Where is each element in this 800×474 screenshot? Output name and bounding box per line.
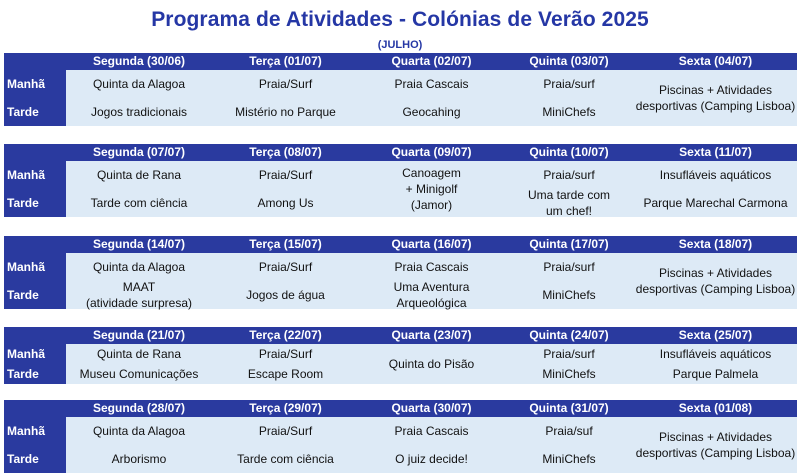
activity-cell: MiniChefs	[542, 367, 596, 381]
activity-cell: Praia/Surf	[258, 77, 313, 91]
activity-cell: Uma tarde com um chef!	[527, 188, 611, 218]
activity-cell: Quinta da Alagoa	[92, 424, 186, 438]
week-body	[4, 417, 797, 473]
day-header: Segunda (14/07)	[92, 237, 186, 251]
row-label-morning: Manhã	[4, 344, 66, 364]
day-header: Quarta (23/07)	[391, 328, 472, 342]
activity-cell: Quinta da Alagoa	[92, 260, 186, 274]
activity-cell: Praia/suf	[545, 424, 593, 438]
day-header: Terça (01/07)	[249, 54, 322, 68]
activity-cell: Insufláveis aquáticos	[659, 347, 772, 361]
activity-cell: MiniChefs	[542, 452, 596, 466]
week-block	[4, 400, 797, 473]
day-header: Segunda (21/07)	[92, 328, 186, 342]
activity-cell: Piscinas + Atividades desportivas (Camping Lisboa)	[635, 83, 796, 113]
activity-cell: Parque Palmela	[672, 367, 759, 381]
activity-cell: Tarde com ciência	[90, 196, 188, 210]
day-header: Sexta (18/07)	[678, 237, 753, 251]
week-header	[4, 53, 797, 70]
activity-cell: Praia/Surf	[258, 168, 313, 182]
day-header: Quarta (02/07)	[391, 54, 472, 68]
row-label-afternoon: Tarde	[4, 445, 66, 473]
activity-cell: Mistério no Parque	[235, 105, 336, 119]
week-header	[4, 400, 797, 417]
day-header: Sexta (11/07)	[679, 145, 752, 159]
week-block	[4, 327, 797, 384]
day-header: Terça (08/07)	[249, 145, 322, 159]
activity-cell: Praia/surf	[543, 168, 595, 182]
week-body	[4, 344, 797, 384]
week-block	[4, 53, 797, 126]
day-header: Quinta (10/07)	[529, 145, 609, 159]
day-header: Sexta (01/08)	[678, 401, 753, 415]
activity-cell: Quinta de Rana	[96, 347, 182, 361]
activity-cell: Arborismo	[111, 452, 167, 466]
day-header: Sexta (04/07)	[678, 54, 753, 68]
week-header	[4, 236, 797, 253]
day-header: Quarta (09/07)	[391, 145, 472, 159]
activity-cell: O juiz decide!	[395, 452, 468, 466]
row-label-morning: Manhã	[4, 161, 66, 189]
activity-cell: MAAT (atividade surpresa)	[85, 280, 193, 310]
activity-cell: Jogos de água	[246, 288, 325, 302]
day-header: Segunda (30/06)	[92, 54, 186, 68]
activity-cell: Museu Comunicações	[79, 367, 199, 381]
row-label-afternoon: Tarde	[4, 281, 66, 309]
week-header	[4, 327, 797, 344]
month-subtitle: (JULHO)	[377, 39, 423, 51]
day-header: Quinta (31/07)	[529, 401, 609, 415]
week-block	[4, 236, 797, 309]
activity-cell: Parque Marechal Carmona	[643, 196, 788, 210]
day-header: Segunda (28/07)	[92, 401, 186, 415]
activity-cell: Geocahing	[402, 105, 461, 119]
row-label-afternoon: Tarde	[4, 98, 66, 126]
activity-cell: Praia Cascais	[394, 424, 469, 438]
activity-cell: Quinta da Alagoa	[92, 77, 186, 91]
activity-cell: Tarde com ciência	[237, 452, 334, 466]
row-label-morning: Manhã	[4, 70, 66, 98]
activity-cell: Jogos tradicionais	[90, 105, 188, 119]
day-header: Terça (15/07)	[249, 237, 322, 251]
day-header: Quinta (24/07)	[529, 328, 609, 342]
row-label-afternoon: Tarde	[4, 364, 66, 384]
activity-cell: MiniChefs	[542, 288, 596, 302]
day-header: Quinta (03/07)	[529, 54, 609, 68]
activity-cell: Escape Room	[247, 367, 324, 381]
activity-cell: Uma Aventura Arqueológica	[393, 280, 470, 310]
activity-cell: Praia/Surf	[258, 260, 313, 274]
week-header	[4, 144, 797, 161]
activity-cell: Among Us	[257, 196, 314, 210]
row-label-morning: Manhã	[4, 417, 66, 445]
row-label-morning: Manhã	[4, 253, 66, 281]
activity-cell: Praia/surf	[543, 260, 595, 274]
week-body	[4, 161, 797, 217]
day-header: Sexta (25/07)	[678, 328, 753, 342]
activity-cell: Praia/surf	[543, 77, 595, 91]
activity-cell: Insufláveis aquáticos	[659, 168, 772, 182]
activity-cell: Praia/surf	[543, 347, 595, 361]
activity-cell: Praia Cascais	[394, 77, 469, 91]
day-header: Segunda (07/07)	[92, 145, 186, 159]
week-block	[4, 144, 797, 217]
day-header: Quarta (30/07)	[391, 401, 472, 415]
activity-cell: Praia/Surf	[258, 424, 313, 438]
activity-cell: Quinta de Rana	[96, 168, 182, 182]
activity-cell: Praia/Surf	[258, 347, 313, 361]
activity-cell: Piscinas + Atividades desportivas (Camping Lisboa)	[635, 266, 796, 296]
activity-cell: MiniChefs	[542, 105, 596, 119]
day-header: Quarta (16/07)	[391, 237, 472, 251]
activity-cell: Quinta do Pisão	[388, 357, 475, 371]
activity-cell: Praia Cascais	[394, 260, 469, 274]
week-body	[4, 70, 797, 126]
day-header: Quinta (17/07)	[529, 237, 609, 251]
day-header: Terça (29/07)	[249, 401, 322, 415]
activity-cell: Piscinas + Atividades desportivas (Camping Lisboa)	[635, 430, 796, 460]
page-title: Programa de Atividades - Colónias de Verão 2025	[151, 8, 649, 31]
day-header: Terça (22/07)	[249, 328, 322, 342]
row-label-afternoon: Tarde	[4, 189, 66, 217]
activity-cell: Canoagem + Minigolf (Jamor)	[402, 166, 461, 212]
week-body	[4, 253, 797, 309]
